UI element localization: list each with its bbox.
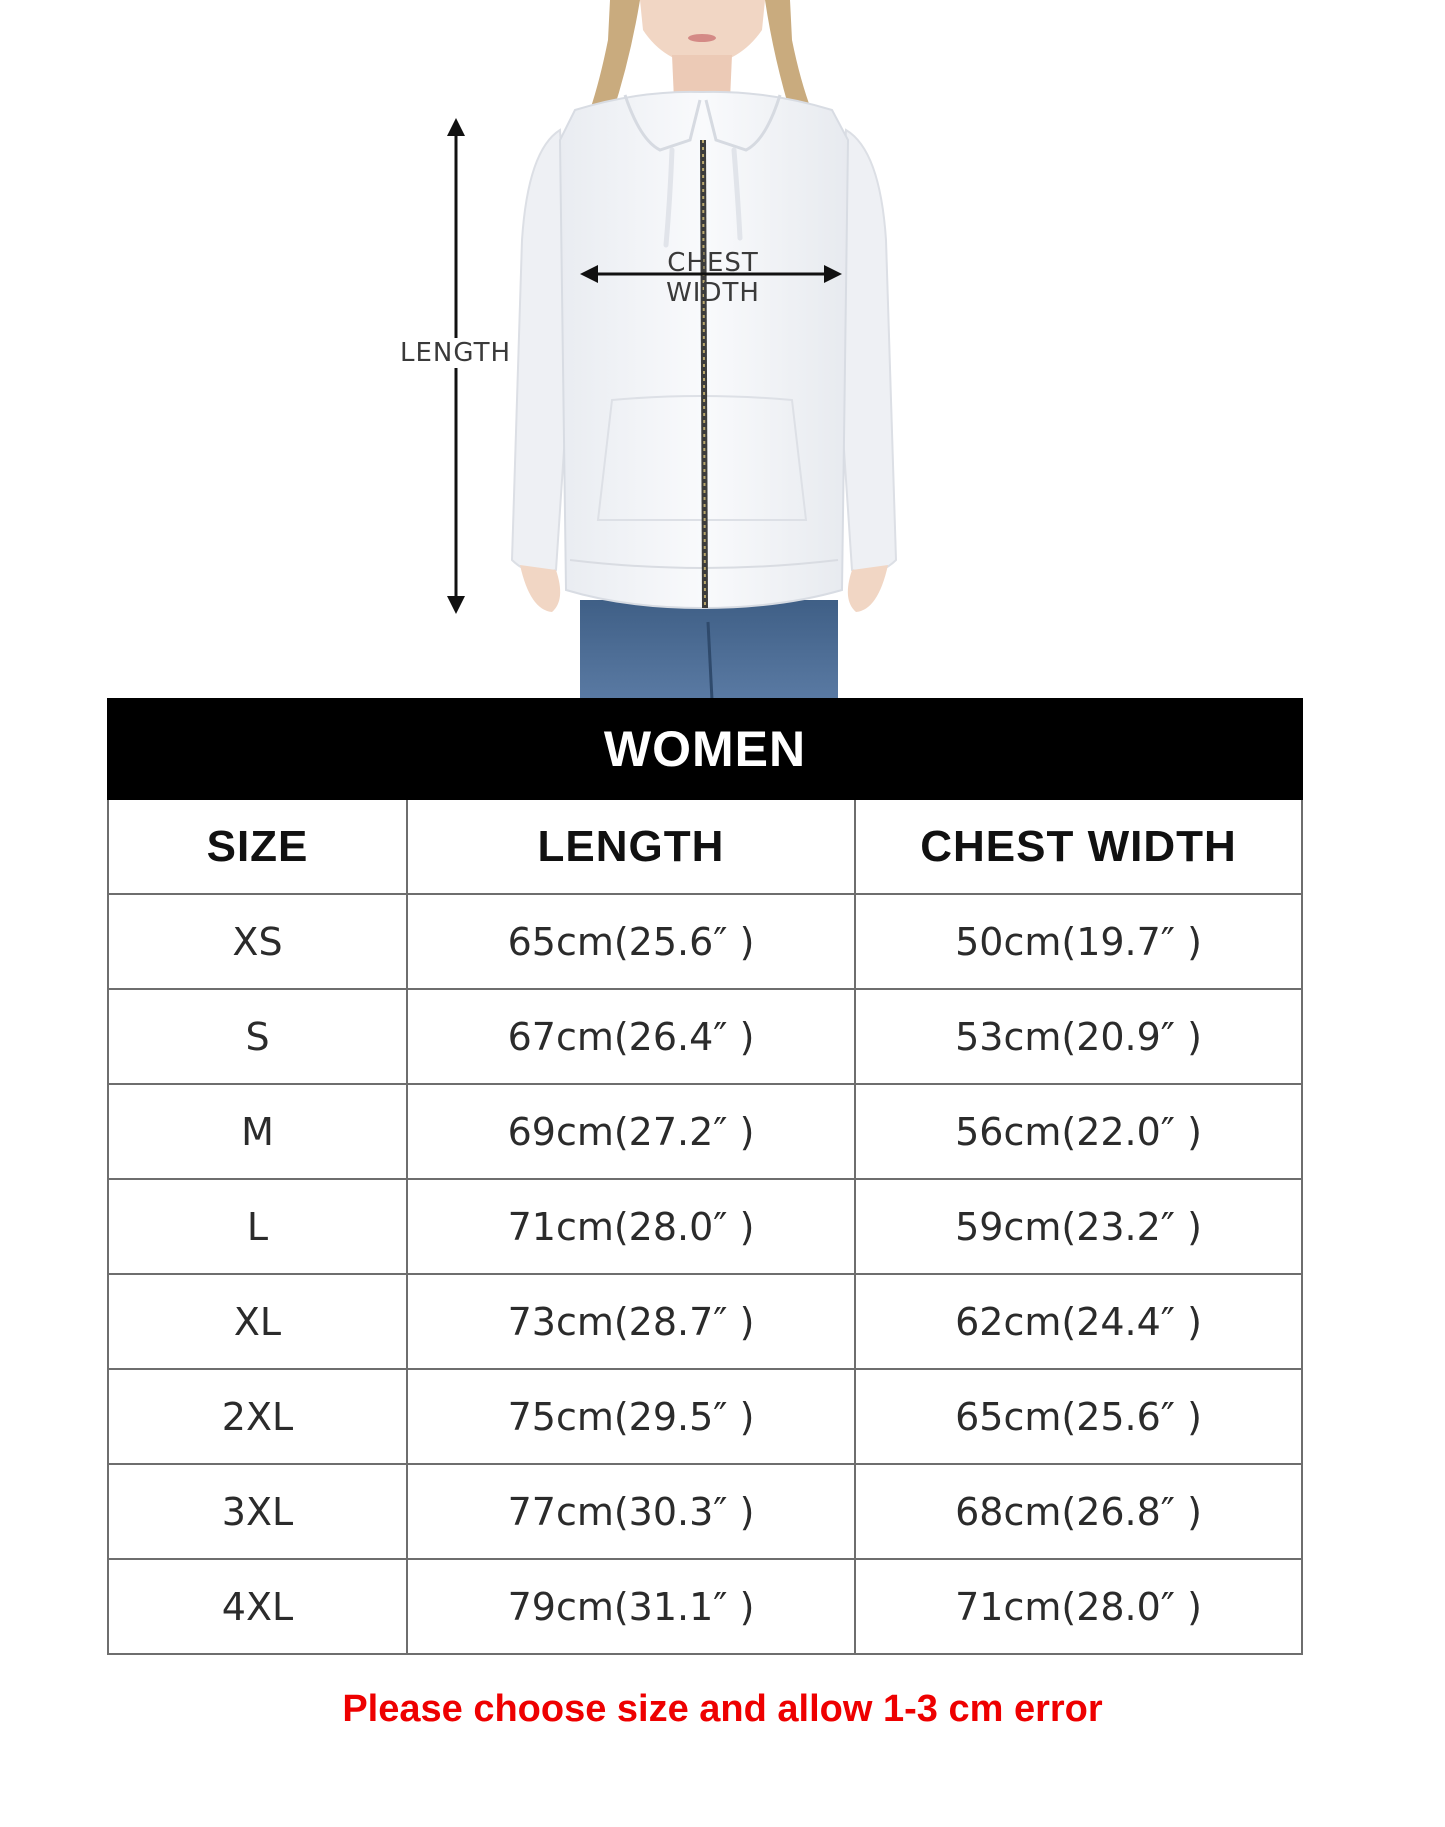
- table-header-row: [108, 799, 1302, 894]
- length-cell: 67cm(26.4″ ): [407, 989, 855, 1084]
- column-header-chest-width: CHEST WIDTH: [855, 799, 1302, 894]
- table-title: WOMEN: [108, 699, 1302, 799]
- size-cell: 2XL: [108, 1369, 407, 1464]
- size-cell: XS: [108, 894, 407, 989]
- chest-cell: 62cm(24.4″ ): [855, 1274, 1302, 1369]
- size-cell: 3XL: [108, 1464, 407, 1559]
- chest-label-line2: WIDTH: [666, 278, 760, 308]
- chest-cell: 56cm(22.0″ ): [855, 1084, 1302, 1179]
- length-cell: 71cm(28.0″ ): [407, 1179, 855, 1274]
- hoodie-measurement-figure: [0, 0, 1445, 700]
- table-row: [108, 1274, 1302, 1369]
- table-row: [108, 989, 1302, 1084]
- size-cell: S: [108, 989, 407, 1084]
- table-row: [108, 1559, 1302, 1654]
- chest-cell: 68cm(26.8″ ): [855, 1464, 1302, 1559]
- length-cell: 73cm(28.7″ ): [407, 1274, 855, 1369]
- model-illustration: [0, 0, 1445, 700]
- table-row: [108, 1179, 1302, 1274]
- chest-cell: 50cm(19.7″ ): [855, 894, 1302, 989]
- chest-cell: 71cm(28.0″ ): [855, 1559, 1302, 1654]
- size-cell: L: [108, 1179, 407, 1274]
- length-label: LENGTH: [400, 338, 512, 368]
- size-cell: XL: [108, 1274, 407, 1369]
- size-error-note: Please choose size and allow 1-3 cm error: [342, 1688, 1103, 1730]
- chest-cell: 59cm(23.2″ ): [855, 1179, 1302, 1274]
- chest-width-label: [660, 248, 766, 308]
- table-row: [108, 1464, 1302, 1559]
- size-cell: 4XL: [108, 1559, 407, 1654]
- chest-cell: 65cm(25.6″ ): [855, 1369, 1302, 1464]
- table-row: [108, 1084, 1302, 1179]
- length-cell: 65cm(25.6″ ): [407, 894, 855, 989]
- size-cell: M: [108, 1084, 407, 1179]
- chest-label-line1: CHEST: [667, 248, 759, 278]
- chest-cell: 53cm(20.9″ ): [855, 989, 1302, 1084]
- length-cell: 69cm(27.2″ ): [407, 1084, 855, 1179]
- length-cell: 79cm(31.1″ ): [407, 1559, 855, 1654]
- table-row: [108, 1369, 1302, 1464]
- size-chart-table: [107, 698, 1303, 1655]
- length-cell: 75cm(29.5″ ): [407, 1369, 855, 1464]
- table-row: [108, 894, 1302, 989]
- length-cell: 77cm(30.3″ ): [407, 1464, 855, 1559]
- column-header-size: SIZE: [108, 799, 407, 894]
- table-title-row: [108, 699, 1302, 799]
- column-header-length: LENGTH: [407, 799, 855, 894]
